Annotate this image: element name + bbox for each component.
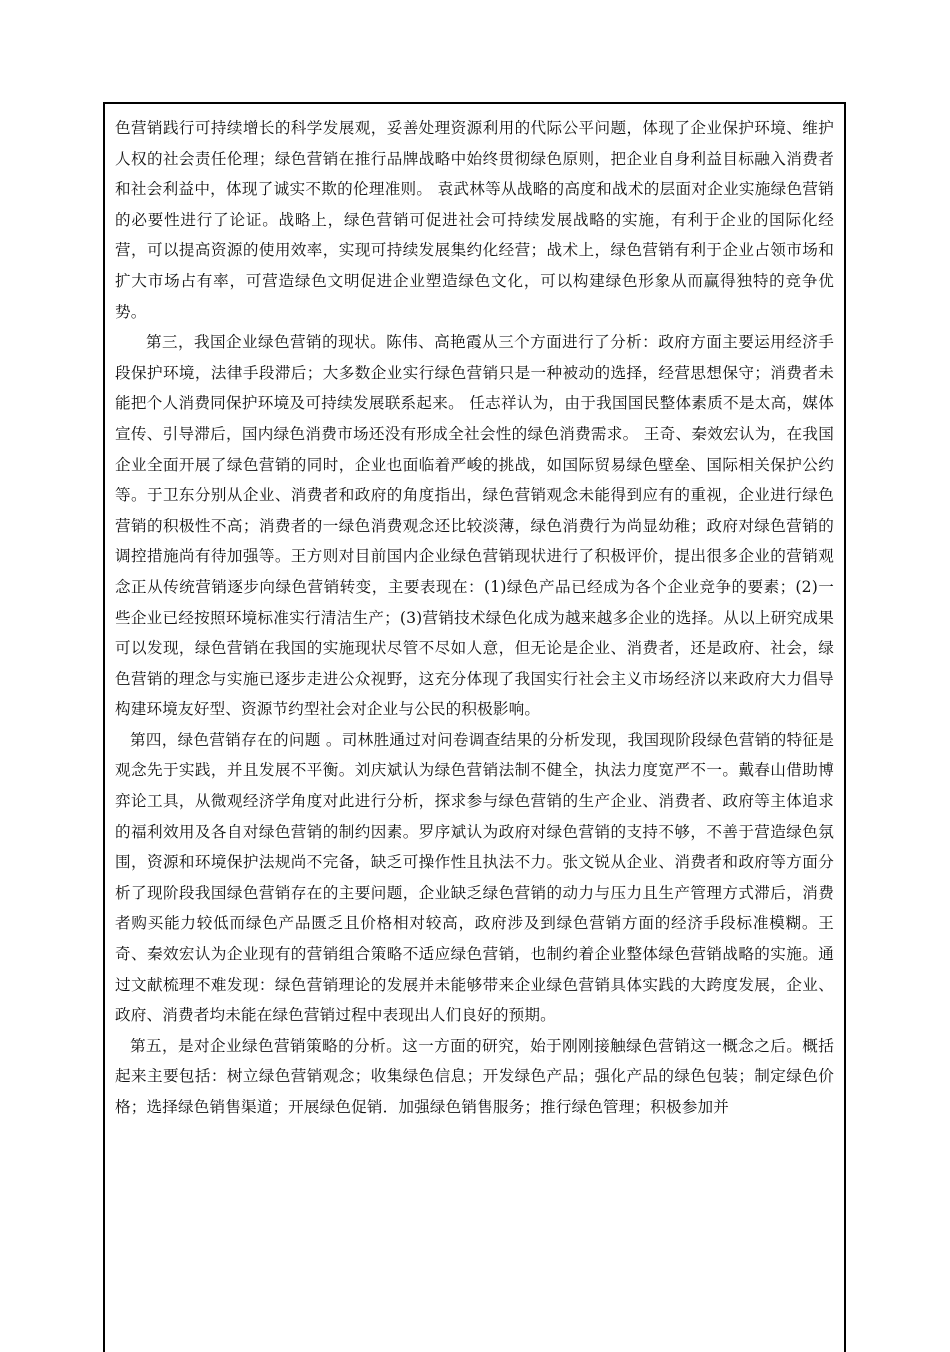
paragraph-fourth-point: 第四，绿色营销存在的问题 。司林胜通过对问卷调查结果的分析发现，我国现阶段绿色营销的特征是观念先于实践，并且发展不平衡。刘庆斌认为绿色营销法制不健全，执法力度宽严不一。戴春山借助博弈论工具，从微观经济学角度对此进行分析，探求参与绿色营销的生产企业、消费者、政府等主体追求的福利效用及各自对绿色营销的制约因素。罗序斌认为政府对绿色营销的支持不够，不善于营造绿色氛围，资源和环境保护法规尚不完备，缺乏可操作性且执法不力。张文锐从企业、消费者和政府等方面分析了现阶段我国绿色营销存在的主要问题，企业缺乏绿色营销的动力与压力且生产管理方式滞后，消费者购买能力较低而绿色产品匮乏且价格相对较高，政府涉及到绿色营销方面的经济手段标准模糊。王奇、秦效宏认为企业现有的营销组合策略不适应绿色营销，也制约着企业整体绿色营销战略的实施。通过文献梳理不难发现：绿色营销理论的发展并未能够带来企业绿色营销具体实践的大跨度发展，企业、政府、消费者均未能在绿色营销过程中表现出人们良好的预期。 xyxy=(115,730,834,1025)
paragraph-continuation: 色营销践行可持续增长的科学发展观，妥善处理资源利用的代际公平问题，体现了企业保护环境、维护人权的社会责任伦理；绿色营销在推行品牌战略中始终贯彻绿色原则，把企业自身利益目标融入消费者和社会利益中，体现了诚实不欺的伦理准则。 袁武林等从战略的高度和战术的层面对企业实施绿色营销的必要性进行了论证。战略上，绿色营销可促进社会可持续发展战略的实施，有利于企业的国际化经营，可以提高资源的使用效率，实现可持续发展集约化经营；战术上，绿色营销有利于企业占领市场和扩大市场占有率，可营造绿色文明促进企业塑造绿色文化，可以构建绿色形象从而赢得独特的竞争优势。 xyxy=(115,119,834,321)
document-body xyxy=(115,113,834,1123)
paragraph-fifth-point: 第五，是对企业绿色营销策略的分析。这一方面的研究，始于刚刚接触绿色营销这一概念之后。概括起来主要包括：树立绿色营销观念；收集绿色信息；开发绿色产品；强化产品的绿色包装；制定绿色价格；选择绿色销售渠道；开展绿色促销．加强绿色销售服务；推行绿色管理；积极参加并 xyxy=(115,1036,834,1116)
paragraph-third-point: 第三，我国企业绿色营销的现状。陈伟、高艳霞从三个方面进行了分析：政府方面主要运用经济手段保护环境，法律手段滞后；大多数企业实行绿色营销只是一种被动的选择，经营思想保守；消费者未能把个人消费同保护环境及可持续发展联系起来。 任志祥认为，由于我国国民整体素质不是太高，媒体宣传、引导滞后，国内绿色消费市场还没有形成全社会性的绿色消费需求。 王奇、秦效宏认为，在我国企业全面开展了绿色营销的同时，企业也面临着严峻的挑战，如国际贸易绿色壁垒、国际相关保护公约等。于卫东分别从企业、消费者和政府的角度指出，绿色营销观念未能得到应有的重视，企业进行绿色营销的积极性不高；消费者的一绿色消费观念还比较淡薄，绿色消费行为尚显幼稚；政府对绿色营销的调控措施尚有待加强等。王方则对目前国内企业绿色营销现状进行了积极评价，提出很多企业的营销观念正从传统营销逐步向绿色营销转变，主要表现在：(1)绿色产品已经成为各个企业竞争的要素；(2)一些企业已经按照环境标准实行清洁生产；(3)营销技术绿色化成为越来越多企业的选择。从以上研究成果可以发现，绿色营销在我国的实施现状尽管不尽如人意，但无论是企业、消费者，还是政府、社会，绿色营销的理念与实施已逐步走进公众视野，这充分体现了我国实行社会主义市场经济以来政府大力倡导构建环境友好型、资源节约型社会对企业与公民的积极影响。 xyxy=(115,333,834,719)
